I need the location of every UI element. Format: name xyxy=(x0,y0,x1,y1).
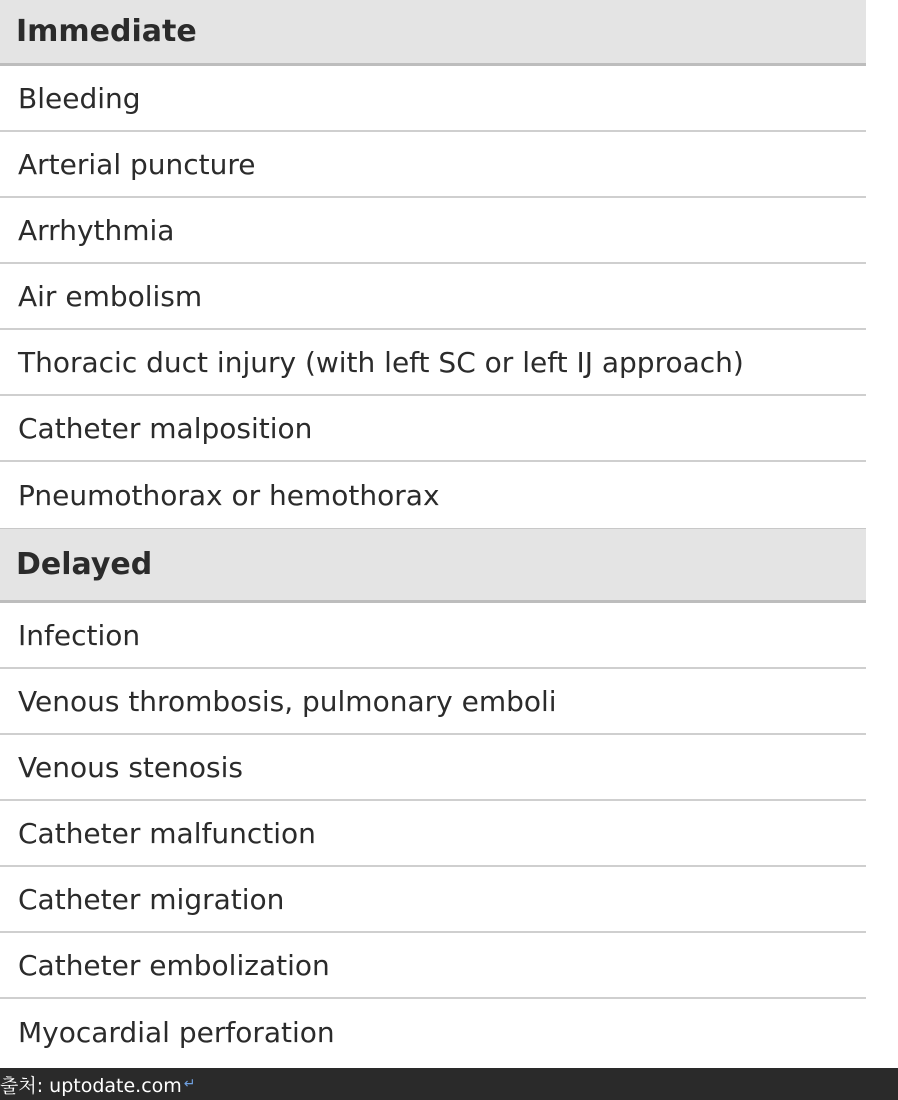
table-row: Venous thrombosis, pulmonary emboli xyxy=(0,669,866,735)
table-row: Pneumothorax or hemothorax xyxy=(18,478,440,512)
table-row: Myocardial perforation xyxy=(18,1015,335,1049)
table-row: Catheter malfunction xyxy=(0,801,866,867)
return-icon: ↵ xyxy=(183,1076,196,1092)
section-header-immediate: Immediate xyxy=(0,0,866,66)
table-row: Venous stenosis xyxy=(0,735,866,801)
table-row: Air embolism xyxy=(0,264,866,330)
source-footer xyxy=(0,1068,898,1100)
section-header-delayed: Delayed xyxy=(0,528,866,603)
table-row: Catheter malposition xyxy=(0,396,866,462)
table-row: Infection xyxy=(0,603,866,669)
table-row: Arrhythmia xyxy=(0,198,866,264)
table-row: Thoracic duct injury (with left SC or left IJ approach) xyxy=(0,330,866,396)
table-row: Catheter embolization xyxy=(0,933,866,999)
table-row: Catheter migration xyxy=(0,867,866,933)
table-row: Arterial puncture xyxy=(0,132,866,198)
table-row: Bleeding xyxy=(0,66,866,132)
source-text: 출처: uptodate.com xyxy=(0,1074,182,1097)
